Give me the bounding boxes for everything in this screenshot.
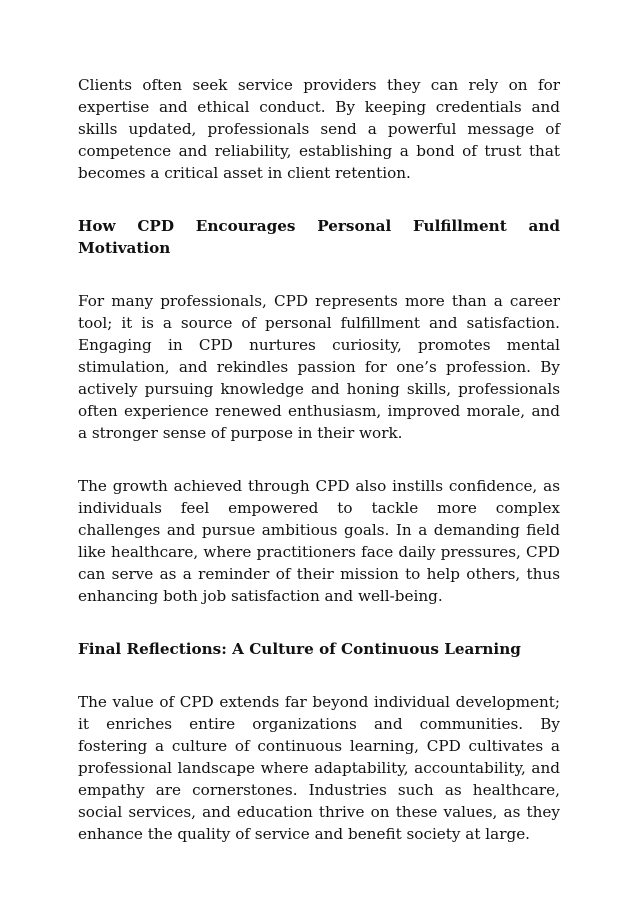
document-body xyxy=(78,74,560,876)
section-heading-final-reflections: Final Reflections: A Culture of Continuous Learning xyxy=(78,640,521,658)
paragraph-confidence-growth: The growth achieved through CPD also instills confidence, as individuals feel empowered to tackle more complex challenges and pursue ambitious goals. In a demanding field like healthcare, where practitioners face daily pressures, CPD can serve as a reminder of their mission to help others, thus enhancing both job satisfaction and well-being. xyxy=(78,477,560,605)
section-heading-personal-fulfillment: How CPD Encourages Personal Fulfillment and Motivation xyxy=(78,217,560,257)
paragraph-culture-of-learning: The value of CPD extends far beyond individual development; it enriches entire organizations and communities. By fostering a culture of continuous learning, CPD cultivates a professional landscape where adaptability, accountability, and empathy are cornerstones. Industries such as healthcare, social services, and education thrive on these values, as they enhance the quality of service and benefit society at large. xyxy=(78,693,560,843)
paragraph-personal-fulfillment: For many professionals, CPD represents more than a career tool; it is a source of personal fulfillment and satisfaction. Engaging in CPD nurtures curiosity, promotes mental stimulation, and rekindles passion for one’s profession. By actively pursuing knowledge and honing skills, professionals often experience renewed enthusiasm, improved morale, and a stronger sense of purpose in their work. xyxy=(78,292,560,442)
paragraph-client-trust: Clients often seek service providers they can rely on for expertise and ethical conduct. By keeping credentials and skills updated, professionals send a powerful message of competence and reliability, establishing a bond of trust that becomes a critical asset in client retention. xyxy=(78,76,560,182)
